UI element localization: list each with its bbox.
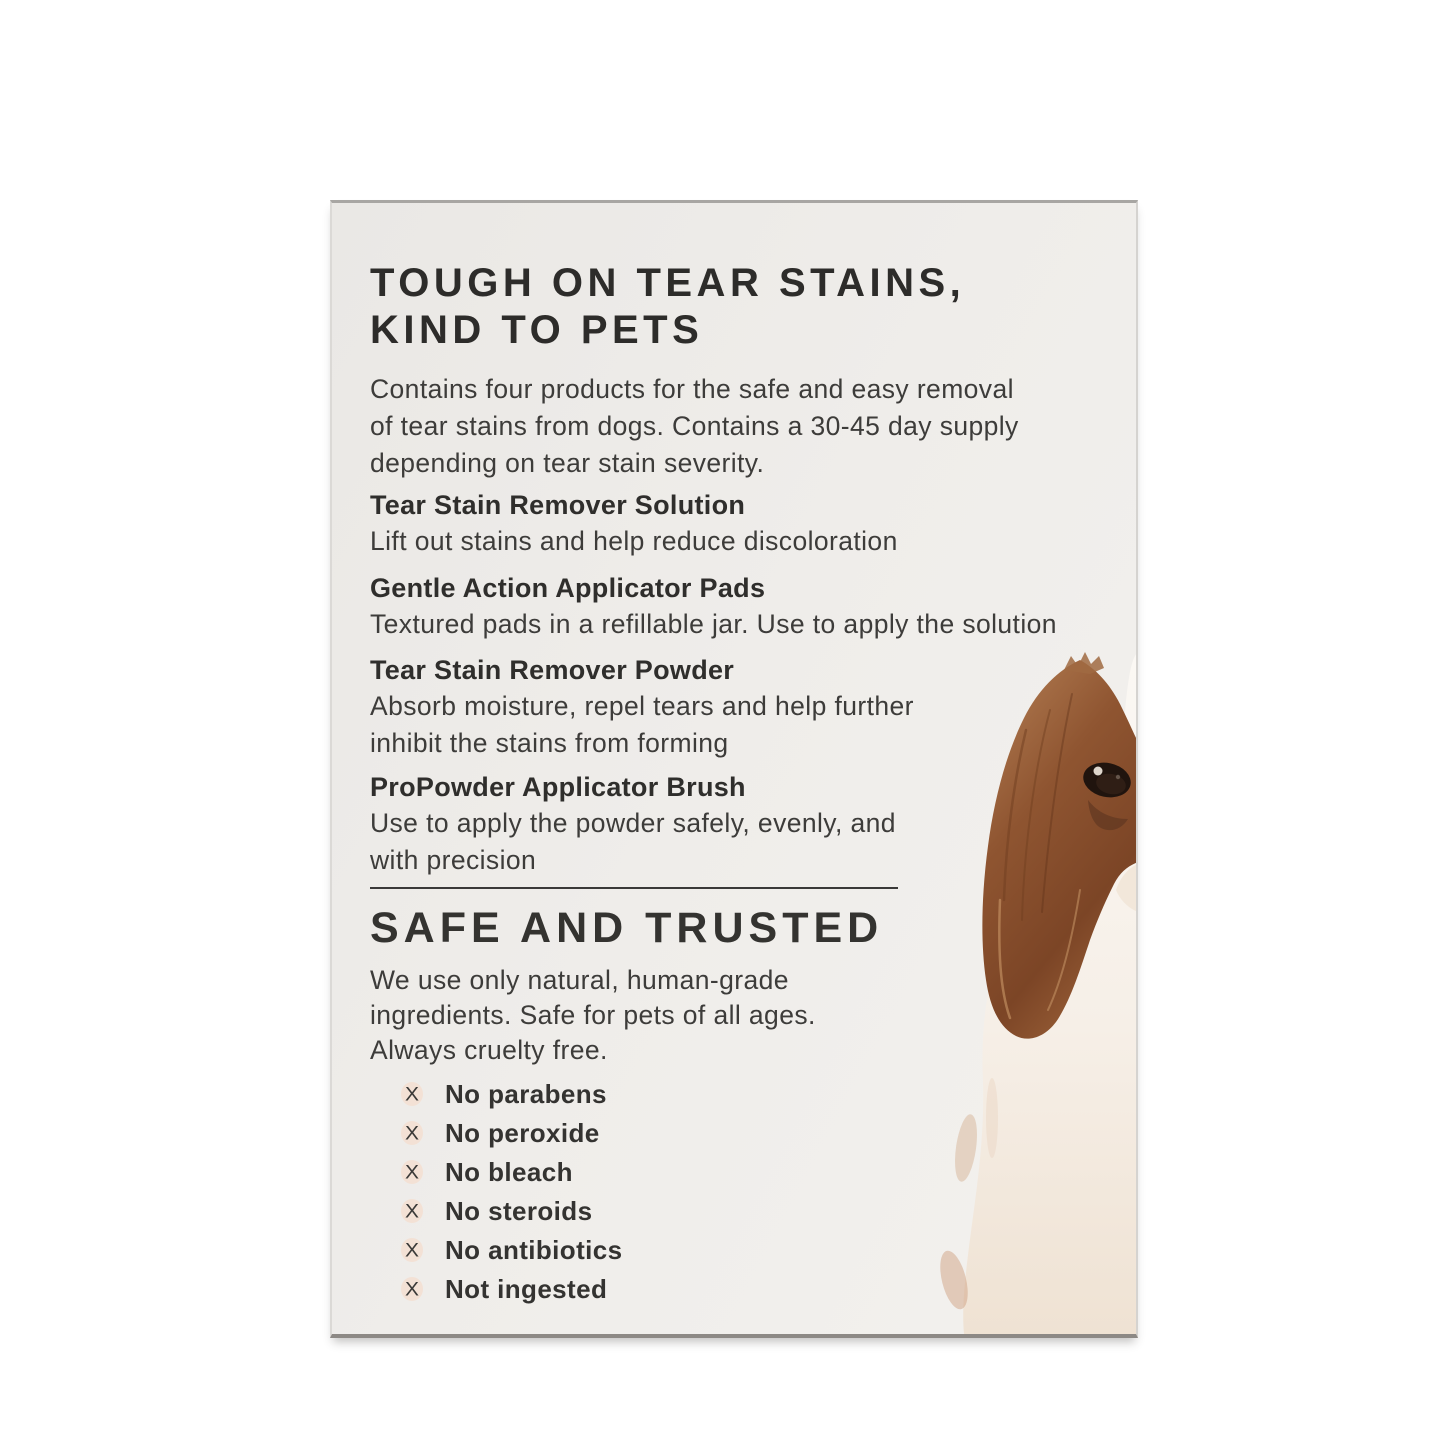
safety-heading: SAFE AND TRUSTED	[370, 904, 884, 952]
exclusion-label: No steroids	[445, 1195, 593, 1226]
safety-line: ingredients. Safe for pets of all ages.	[370, 1000, 816, 1030]
product-description-line: Lift out stains and help reduce discoloration	[370, 526, 898, 556]
x-icon: X	[401, 1121, 423, 1145]
exclusion-label: No antibiotics	[445, 1234, 623, 1265]
product-name: Gentle Action Applicator Pads	[370, 573, 766, 603]
list-item	[401, 1078, 623, 1109]
safety-paragraph	[370, 963, 816, 1068]
product-section-solution	[370, 487, 898, 560]
x-icon: X	[401, 1082, 423, 1106]
exclusion-list	[401, 1078, 623, 1317]
product-description-line: inhibit the stains from forming	[370, 728, 729, 758]
product-section-powder	[370, 652, 914, 762]
safety-line: We use only natural, human-grade	[370, 965, 789, 995]
product-name: Tear Stain Remover Powder	[370, 655, 735, 685]
intro-paragraph	[370, 371, 1019, 482]
section-divider	[370, 887, 898, 889]
x-icon: X	[401, 1160, 423, 1184]
product-description-line: Absorb moisture, repel tears and help further	[370, 691, 914, 721]
headline-line1: TOUGH ON TEAR STAINS,	[370, 261, 966, 305]
exclusion-label: No parabens	[445, 1078, 607, 1109]
list-item	[401, 1273, 623, 1304]
intro-line: depending on tear stain severity.	[370, 448, 765, 478]
list-item	[401, 1234, 623, 1265]
exclusion-label: No bleach	[445, 1156, 573, 1187]
dog-photo	[930, 650, 1136, 1334]
list-item	[401, 1195, 623, 1226]
product-description-line: with precision	[370, 845, 537, 875]
product-section-pads	[370, 570, 1057, 643]
headline	[370, 260, 965, 354]
safety-line: Always cruelty free.	[370, 1035, 608, 1065]
list-item	[401, 1117, 623, 1148]
product-description-line: Use to apply the powder safely, evenly, and	[370, 808, 896, 838]
product-box-back	[330, 200, 1138, 1338]
box-face	[332, 203, 1136, 1334]
intro-line: of tear stains from dogs. Contains a 30-45 day supply	[370, 411, 1019, 441]
x-icon: X	[401, 1277, 423, 1301]
product-name: Tear Stain Remover Solution	[370, 490, 746, 520]
exclusion-label: Not ingested	[445, 1273, 608, 1304]
product-description-line: Textured pads in a refillable jar. Use to apply the solution	[370, 609, 1057, 639]
x-icon: X	[401, 1199, 423, 1223]
x-icon: X	[401, 1238, 423, 1262]
product-name: ProPowder Applicator Brush	[370, 772, 746, 802]
exclusion-label: No peroxide	[445, 1117, 600, 1148]
headline-line2: KIND TO PETS	[370, 308, 704, 352]
product-section-brush	[370, 769, 896, 879]
list-item	[401, 1156, 623, 1187]
intro-line: Contains four products for the safe and easy removal	[370, 374, 1014, 404]
